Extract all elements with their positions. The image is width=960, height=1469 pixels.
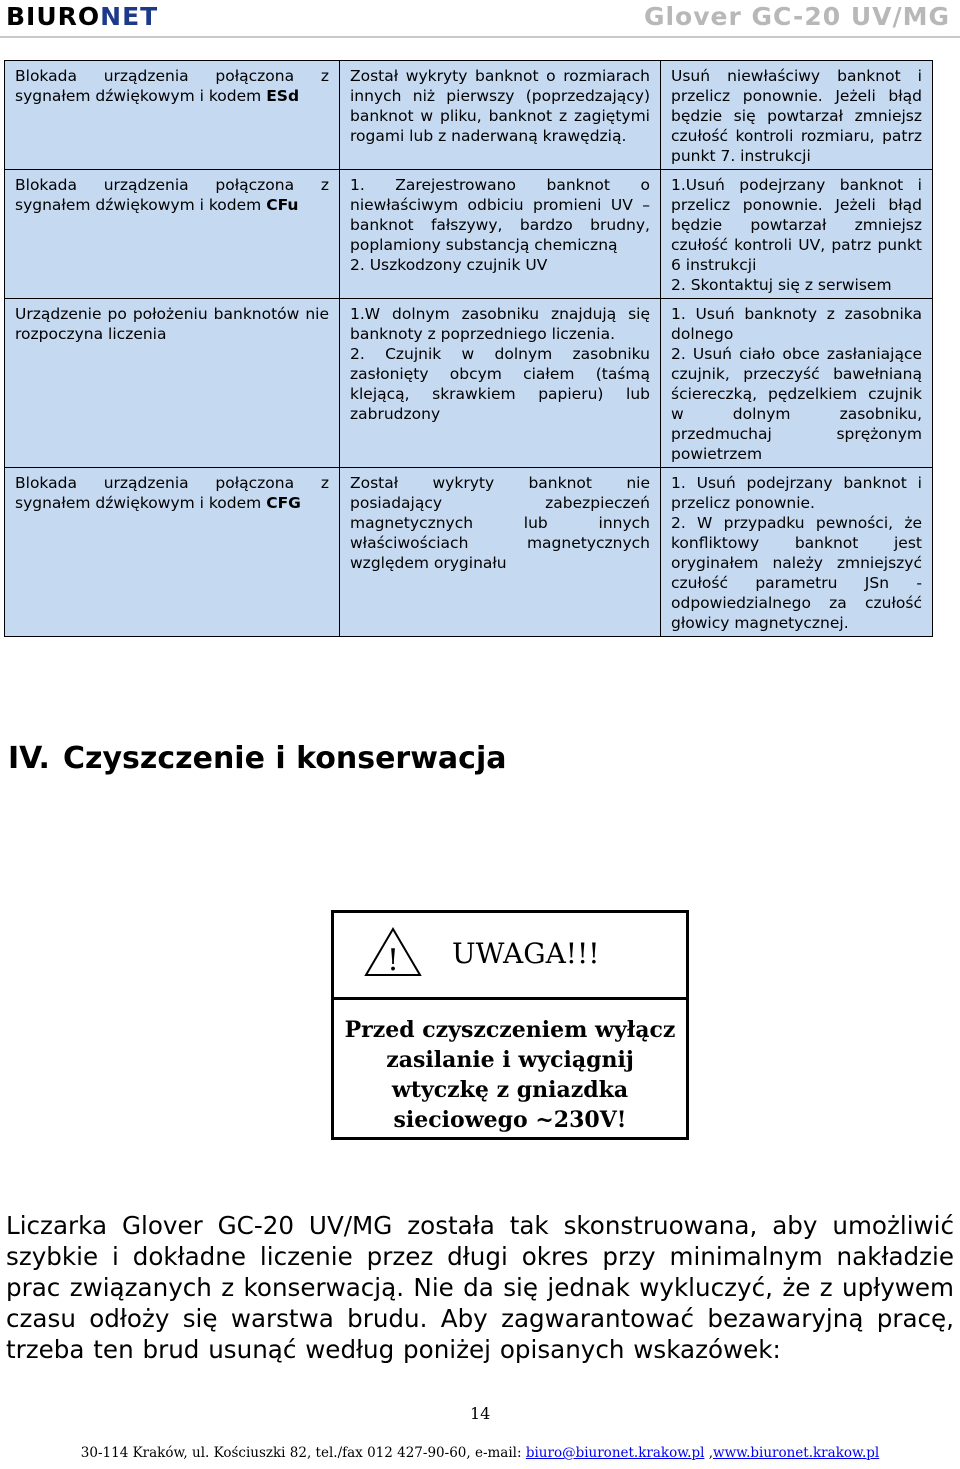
header-rule [0, 36, 960, 38]
problem-cell [5, 299, 340, 468]
cause-text: 1.W dolnym zasobniku znajdują się banknoty z poprzedniego liczenia. [350, 305, 650, 343]
problem-text: Blokada urządzenia połączona z sygnałem dźwiękowym i kodem [15, 67, 329, 105]
error-code: ESd [266, 87, 300, 105]
warning-triangle-icon [364, 927, 422, 977]
solution-text: 1. Usuń banknoty z zasobnika dolnego [671, 305, 922, 343]
cause-text: 1. Zarejestrowano banknot o niewłaściwym odbiciu promieni UV – banknot fałszywy, bardzo brudny, poplamiony substancją chemiczną [350, 176, 650, 254]
section-heading [8, 741, 506, 776]
svg-text:!: ! [386, 943, 400, 977]
cause-text: Został wykryty banknot nie posiadający zabezpieczeń magnetycznych lub innych właściwościach magnetycznych względem oryginału [350, 474, 650, 572]
table-row [5, 170, 933, 299]
footer-email-link[interactable]: biuro@biuronet.krakow.pl [525, 1445, 705, 1461]
solution-cell [661, 468, 933, 637]
solution-cell [661, 170, 933, 299]
section-title: Czyszczenie i konserwacja [63, 741, 507, 776]
problem-cell [5, 468, 340, 637]
problem-cell [5, 170, 340, 299]
cause-text: Został wykryty banknot o rozmiarach innych niż pierwszy (poprzedzający) banknot w pliku, banknot z zagiętymi rogami lub z naderwaną krawędzią. [350, 67, 650, 145]
solution-text: 1. Usuń podejrzany banknot i przelicz ponownie. [671, 474, 922, 512]
warning-box [331, 910, 689, 1140]
solution-text: Usuń niewłaściwy banknot i przelicz ponownie. Jeżeli błąd będzie się powtarzał zmniejsz czułość kontroli rozmiaru, patrz punkt 7. instrukcji [671, 67, 922, 165]
solution-cell [661, 299, 933, 468]
problem-text: Urządzenie po położeniu banknotów nie rozpoczyna liczenia [15, 305, 329, 343]
warning-message: Przed czyszczeniem wyłącz zasilanie i wyciągnij wtyczkę z gniazdka sieciowego ~230V! [344, 1017, 676, 1133]
problem-text: Blokada urządzenia połączona z sygnałem dźwiękowym i kodem [15, 176, 329, 214]
cause-text: 2. Czujnik w dolnym zasobniku zasłonięty obcym ciałem (taśmą klejącą, skrawkiem papieru) lub zabrudzony [350, 345, 650, 423]
table-row [5, 468, 933, 637]
cause-cell [340, 170, 661, 299]
solution-text: 1.Usuń podejrzany banknot i przelicz ponownie. Jeżeli błąd będzie powtarzał zmniejsz czułość kontroli UV, patrz punkt 6 instrukcji [671, 176, 922, 274]
error-code: CFu [266, 196, 299, 214]
cause-text: 2. Uszkodzony czujnik UV [350, 256, 548, 274]
error-code: CFG [266, 494, 301, 512]
biuronet-logo: BIURONET [6, 2, 159, 31]
cause-cell [340, 468, 661, 637]
solution-cell [661, 61, 933, 170]
warning-header [334, 913, 686, 1000]
problem-cell [5, 61, 340, 170]
cause-cell [340, 299, 661, 468]
body-paragraph: Liczarka Glover GC-20 UV/MG została tak skonstruowana, aby umożliwić szybkie i dokładne liczenie przez długi okres przy minimalnym nakładzie prac związanych z konserwacją. Nie da się jednak wykluczyć, że z upływem czasu odłoży się warstwa brudu. Aby zagwarantować bezawaryjną pracę, trzeba ten brud usunąć według poniżej opisanych wskazówek: [6, 1211, 954, 1364]
solution-text: 2. Usuń ciało obce zasłaniające czujnik, przeczyść bawełnianą ściereczką, pędzelkiem czujnik w dolnym zasobniku, przedmuchaj sprężonym powietrzem [671, 345, 922, 463]
solution-text: 2. Skontaktuj się z serwisem [671, 276, 892, 294]
table-row [5, 299, 933, 468]
page-header [0, 0, 960, 36]
footer-website-link[interactable]: www.biuronet.krakow.pl [713, 1445, 880, 1461]
warning-title: UWAGA!!! [452, 937, 600, 970]
page-number: 14 [470, 1404, 491, 1423]
footer-separator: , [704, 1445, 714, 1461]
table-row [5, 61, 933, 170]
document-title: Glover GC-20 UV/MG [643, 2, 950, 31]
section-number: IV. [8, 741, 50, 776]
troubleshooting-table [4, 60, 933, 637]
page-footer [0, 1445, 960, 1461]
footer-address: 30-114 Kraków, ul. Kościuszki 82, tel./fax 012 427-90-60, e-mail: [80, 1445, 526, 1461]
problem-text: Blokada urządzenia połączona z sygnałem dźwiękowym i kodem [15, 474, 329, 512]
solution-text: 2. W przypadku pewności, że konfliktowy banknot jest oryginałem należy zmniejszyć czułość parametru JSn - odpowiedzialnego za czułość głowicy magnetycznej. [671, 514, 922, 632]
cause-cell [340, 61, 661, 170]
